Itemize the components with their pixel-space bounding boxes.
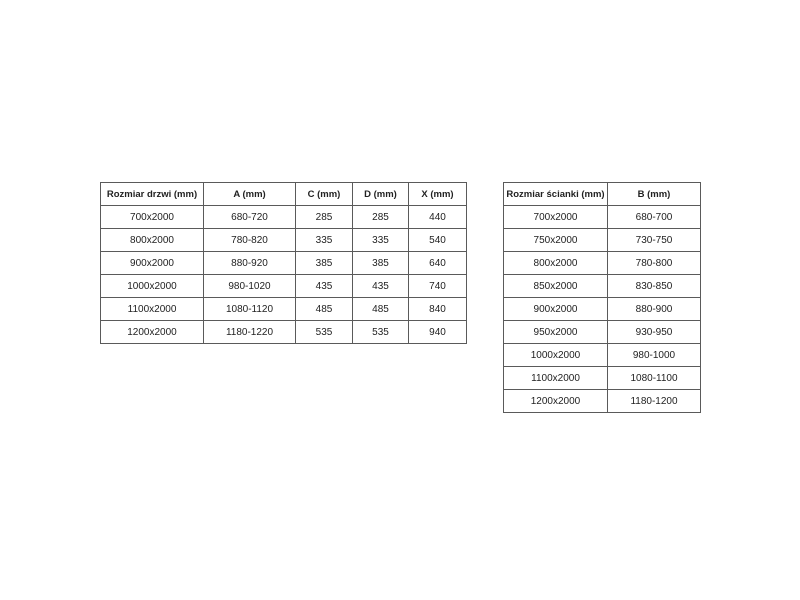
table-cell: 1000x2000 xyxy=(504,344,608,367)
table-cell: 800x2000 xyxy=(101,229,204,252)
table-cell: 440 xyxy=(409,206,467,229)
table-cell: 385 xyxy=(353,252,409,275)
table-cell: 540 xyxy=(409,229,467,252)
table-cell: 1100x2000 xyxy=(101,298,204,321)
table-cell: 680-700 xyxy=(608,206,701,229)
column-header: X (mm) xyxy=(409,183,467,206)
table-cell: 285 xyxy=(296,206,353,229)
table-cell: 1180-1200 xyxy=(608,390,701,413)
table-cell: 640 xyxy=(409,252,467,275)
door-sizes-table xyxy=(100,182,467,344)
table-cell: 980-1000 xyxy=(608,344,701,367)
table-cell: 700x2000 xyxy=(504,206,608,229)
table-cell: 840 xyxy=(409,298,467,321)
table-cell: 485 xyxy=(353,298,409,321)
table-header-row xyxy=(504,183,701,206)
table-cell: 780-820 xyxy=(204,229,296,252)
table-cell: 900x2000 xyxy=(101,252,204,275)
table-row xyxy=(504,298,701,321)
table-cell: 730-750 xyxy=(608,229,701,252)
table-cell: 435 xyxy=(353,275,409,298)
table-row xyxy=(504,367,701,390)
table-cell: 1100x2000 xyxy=(504,367,608,390)
table-cell: 385 xyxy=(296,252,353,275)
table-cell: 780-800 xyxy=(608,252,701,275)
column-header: A (mm) xyxy=(204,183,296,206)
table-cell: 1080-1100 xyxy=(608,367,701,390)
table-cell: 940 xyxy=(409,321,467,344)
table-cell: 880-900 xyxy=(608,298,701,321)
table-header-row xyxy=(101,183,467,206)
table-row xyxy=(101,206,467,229)
table-cell: 850x2000 xyxy=(504,275,608,298)
table-row xyxy=(504,390,701,413)
table-cell: 800x2000 xyxy=(504,252,608,275)
table-cell: 700x2000 xyxy=(101,206,204,229)
table-cell: 750x2000 xyxy=(504,229,608,252)
table-cell: 680-720 xyxy=(204,206,296,229)
table-cell: 1200x2000 xyxy=(101,321,204,344)
table-row xyxy=(504,321,701,344)
table-cell: 1200x2000 xyxy=(504,390,608,413)
table-cell: 1180-1220 xyxy=(204,321,296,344)
wall-sizes-table xyxy=(503,182,701,413)
table-row xyxy=(504,344,701,367)
table-row xyxy=(101,229,467,252)
table-cell: 485 xyxy=(296,298,353,321)
table-row xyxy=(504,229,701,252)
column-header: B (mm) xyxy=(608,183,701,206)
table-cell: 740 xyxy=(409,275,467,298)
table-row xyxy=(504,206,701,229)
table-cell: 335 xyxy=(296,229,353,252)
table-row xyxy=(504,275,701,298)
table-cell: 1080-1120 xyxy=(204,298,296,321)
table-cell: 1000x2000 xyxy=(101,275,204,298)
column-header: D (mm) xyxy=(353,183,409,206)
column-header: C (mm) xyxy=(296,183,353,206)
table-row xyxy=(504,252,701,275)
table-row xyxy=(101,275,467,298)
table-cell: 950x2000 xyxy=(504,321,608,344)
table-cell: 535 xyxy=(296,321,353,344)
table-cell: 830-850 xyxy=(608,275,701,298)
table-cell: 930-950 xyxy=(608,321,701,344)
table-row xyxy=(101,321,467,344)
column-header: Rozmiar drzwi (mm) xyxy=(101,183,204,206)
table-cell: 435 xyxy=(296,275,353,298)
table-cell: 335 xyxy=(353,229,409,252)
table-row xyxy=(101,298,467,321)
table-cell: 900x2000 xyxy=(504,298,608,321)
table-cell: 535 xyxy=(353,321,409,344)
table-cell: 980-1020 xyxy=(204,275,296,298)
table-row xyxy=(101,252,467,275)
table-cell: 285 xyxy=(353,206,409,229)
column-header: Rozmiar ścianki (mm) xyxy=(504,183,608,206)
table-cell: 880-920 xyxy=(204,252,296,275)
